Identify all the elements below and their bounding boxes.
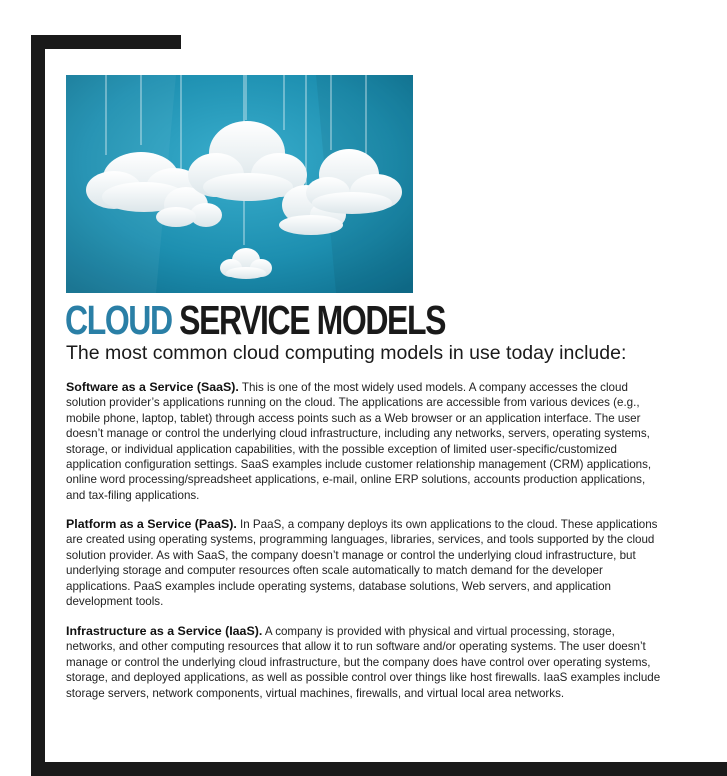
saas-heading: Software as a Service (SaaS). — [66, 380, 239, 394]
frame-top-bar — [31, 35, 181, 49]
iaas-body: A company is provided with physical and virtual processing, storage, networks, and other computing resources that allow it to run software and/or operating systems. The user doesn’t manage or control the underlying cloud infrastructure, but the company does have control over operating systems, storage, and deployed applications, as well as possible control over things like host firewalls. IaaS examples include storage servers, network components, virtual machines, firewalls, and virtual local area networks. — [66, 625, 661, 700]
title-accent-word: CLOUD — [65, 297, 172, 343]
page-title — [65, 298, 445, 342]
paas-heading: Platform as a Service (PaaS). — [66, 517, 237, 531]
title-main-words: SERVICE MODELS — [179, 297, 446, 343]
saas-paragraph — [66, 380, 661, 503]
hanging-clouds-image — [66, 75, 413, 293]
paas-paragraph — [66, 517, 661, 609]
paas-body: In PaaS, a company deploys its own applications to the cloud. These applications are created using operating systems, programming languages, libraries, services, and tools supported by the cloud solution provider. As with SaaS, the company doesn’t manage or control the underlying cloud infrastructure, but underlying storage and computer resources often scale automatically to match demand for the developer applications. PaaS examples include operating systems, database solutions, Web servers, and application development tools. — [66, 518, 658, 609]
saas-body: This is one of the most widely used models. A company accesses the cloud solution provider’s applications running on the cloud. The applications are accessible from various devices (e.g., mobile phone, laptop, tablet) through access points such as a Web browser or an application interface. The user doesn’t manage or control the underlying cloud infrastructure, including any networks, servers, operating systems, storage, or individual application capabilities, with the possible exception of limited user-specific/customized application configuration settings. SaaS examples include customer relationship management (CRM) applications, online word processing/spreadsheet applications, e-mail, online ERP solutions, accounts production applications, and tax-filing applications. — [66, 381, 652, 502]
frame-bottom-bar — [31, 762, 727, 776]
iaas-paragraph — [66, 624, 661, 701]
frame-left-bar — [31, 35, 45, 775]
subtitle: The most common cloud computing models in use today include: — [66, 342, 627, 364]
iaas-heading: Infrastructure as a Service (IaaS). — [66, 624, 263, 638]
